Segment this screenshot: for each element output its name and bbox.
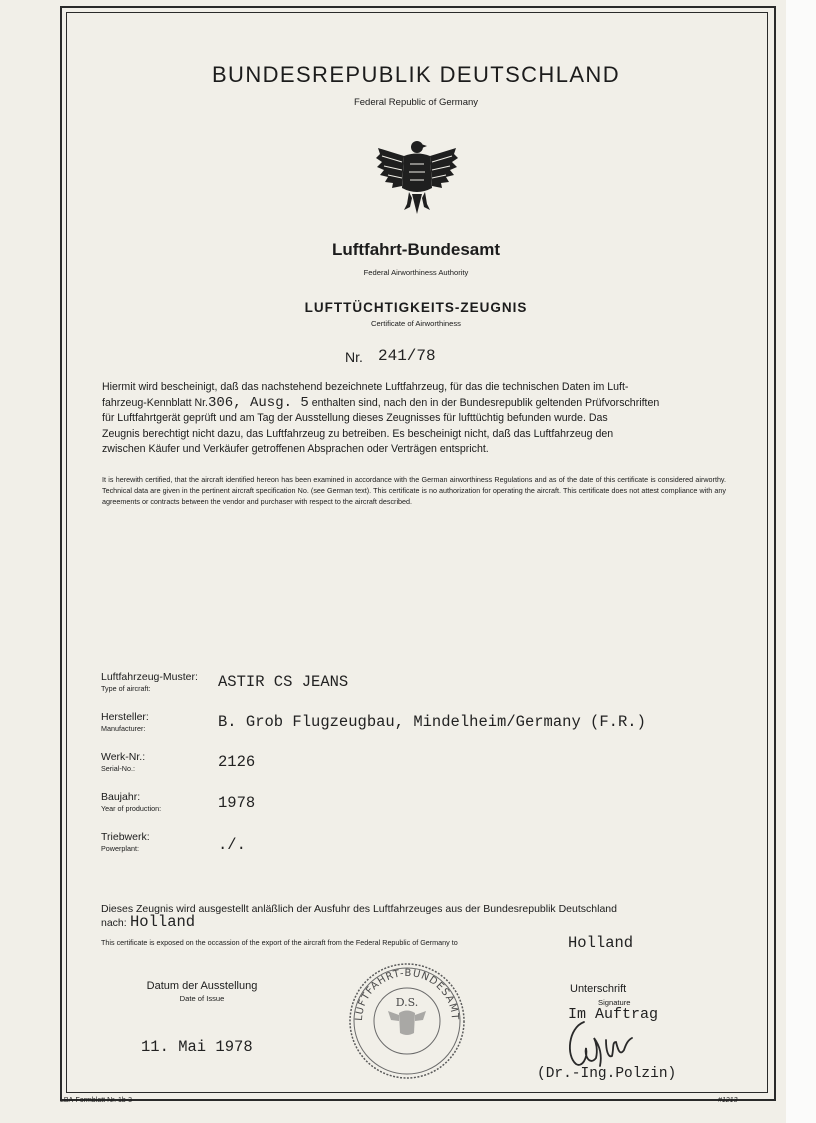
kennblatt-suffix: enthalten sind, nach den in der Bundesrepublik geltenden Prüfvorschriften bbox=[308, 396, 660, 409]
authority-subtitle: Federal Airworthiness Authority bbox=[363, 268, 469, 277]
official-seal-stamp bbox=[344, 958, 470, 1084]
export-destination-en-value: Holland bbox=[568, 934, 634, 952]
export-text-de: Dieses Zeugnis wird ausgestellt anläßlich der Ausfuhr des Luftfahrzeuges aus der Bundesrepublik Deutschland bbox=[101, 903, 617, 915]
field-value-year: 1978 bbox=[218, 794, 256, 812]
certificate-number-label: Nr. bbox=[345, 349, 363, 365]
certification-line-1: Hiermit wird bescheinigt, daß das nachstehend bezeichnete Luftfahrzeug, für das die technischen Daten im Luft- bbox=[102, 381, 629, 393]
field-label-serial-en: Serial-No.: bbox=[101, 764, 135, 773]
field-label-year: Baujahr: bbox=[101, 791, 141, 803]
issue-date-label-en: Date of Issue bbox=[179, 994, 225, 1003]
field-label-powerplant-en: Powerplant: bbox=[101, 844, 139, 853]
seal-center-text: D.S. bbox=[395, 996, 419, 1009]
certification-line-5: zwischen Käufer und Verkäufer getroffenen Absprachen oder Verträgen entspricht. bbox=[102, 443, 489, 456]
certificate-subtitle: Certificate of Airworthiness bbox=[371, 319, 461, 328]
signatory-name: (Dr.-Ing.Polzin) bbox=[537, 1066, 677, 1082]
field-label-year-en: Year of production: bbox=[101, 804, 162, 813]
kennblatt-number: 306, Ausg. 5 bbox=[208, 394, 309, 411]
field-label-manufacturer-en: Manufacturer: bbox=[101, 724, 146, 733]
handwritten-signature bbox=[562, 1014, 642, 1074]
field-label-powerplant: Triebwerk: bbox=[101, 831, 150, 843]
certification-line-4: Zeugnis berechtigt nicht dazu, das Luftfahrzeug zu betreiben. Es bescheinigt nicht, daß das Luftfahrzeug den bbox=[102, 427, 614, 440]
federal-eagle-emblem bbox=[374, 134, 460, 218]
field-label-serial: Werk-Nr.: bbox=[101, 751, 146, 763]
certification-line-3: für Luftfahrtgerät geprüft und am Tag der Ausstellung dieses Zeugnisses für lufttüchtig befunden wurde. Das bbox=[102, 412, 608, 425]
signature-label-en: Signature bbox=[598, 998, 631, 1007]
form-number: LBA-Formblatt Nr. 1b-3 bbox=[60, 1097, 132, 1104]
signature-label: Unterschrift bbox=[570, 983, 627, 995]
kennblatt-label: fahrzeug-Kennblatt Nr. bbox=[102, 396, 208, 409]
field-value-serial: 2126 bbox=[218, 753, 256, 771]
certificate-title: LUFTTÜCHTIGKEITS-ZEUGNIS bbox=[304, 300, 528, 315]
document-code: #1213 bbox=[718, 1097, 738, 1104]
export-destination-label: nach: bbox=[101, 917, 127, 929]
field-label-type-en: Type of aircraft: bbox=[101, 684, 151, 693]
certificate-number: 241/78 bbox=[378, 347, 436, 365]
certification-line-2 bbox=[102, 396, 726, 412]
field-value-powerplant: ./. bbox=[218, 836, 246, 854]
export-text-en: This certificate is exposed on the occassion of the export of the aircraft from the Federal Republic of Germany to bbox=[101, 938, 458, 947]
certification-text-de bbox=[102, 380, 726, 458]
issue-date-value: 11. Mai 1978 bbox=[141, 1038, 253, 1056]
field-label-type: Luftfahrzeug-Muster: bbox=[101, 671, 198, 683]
export-destination-value: Holland bbox=[130, 913, 196, 931]
authority-title: Luftfahrt-Bundesamt bbox=[331, 240, 501, 259]
field-value-type: ASTIR CS JEANS bbox=[218, 673, 349, 691]
issue-date-label: Datum der Ausstellung bbox=[146, 980, 258, 992]
country-title: BUNDESREPUBLIK DEUTSCHLAND bbox=[211, 62, 621, 87]
field-value-manufacturer: B. Grob Flugzeugbau, Mindelheim/Germany (F.R.) bbox=[218, 713, 646, 731]
signature-on-behalf: Im Auftrag bbox=[568, 1006, 659, 1023]
field-label-manufacturer: Hersteller: bbox=[101, 711, 149, 723]
seal-text: LUFTFAHRT-BUNDESAMT bbox=[353, 967, 461, 1022]
paper-edge bbox=[786, 0, 816, 1123]
certification-text-en: It is herewith certified, that the aircraft identified hereon has been examined in accordance with the German airworthiness Regulations and as of the date of this certificate is considered airworthy. Technical data are given in the pertinent aircraft specification No. (see German text). This certificate is no authorization for operating the aircraft. This certificate does not attest compliance with any agreements or contracts between the vendor and purchaser with respect to the aircraft described. bbox=[102, 475, 726, 507]
country-subtitle: Federal Republic of Germany bbox=[353, 97, 479, 108]
